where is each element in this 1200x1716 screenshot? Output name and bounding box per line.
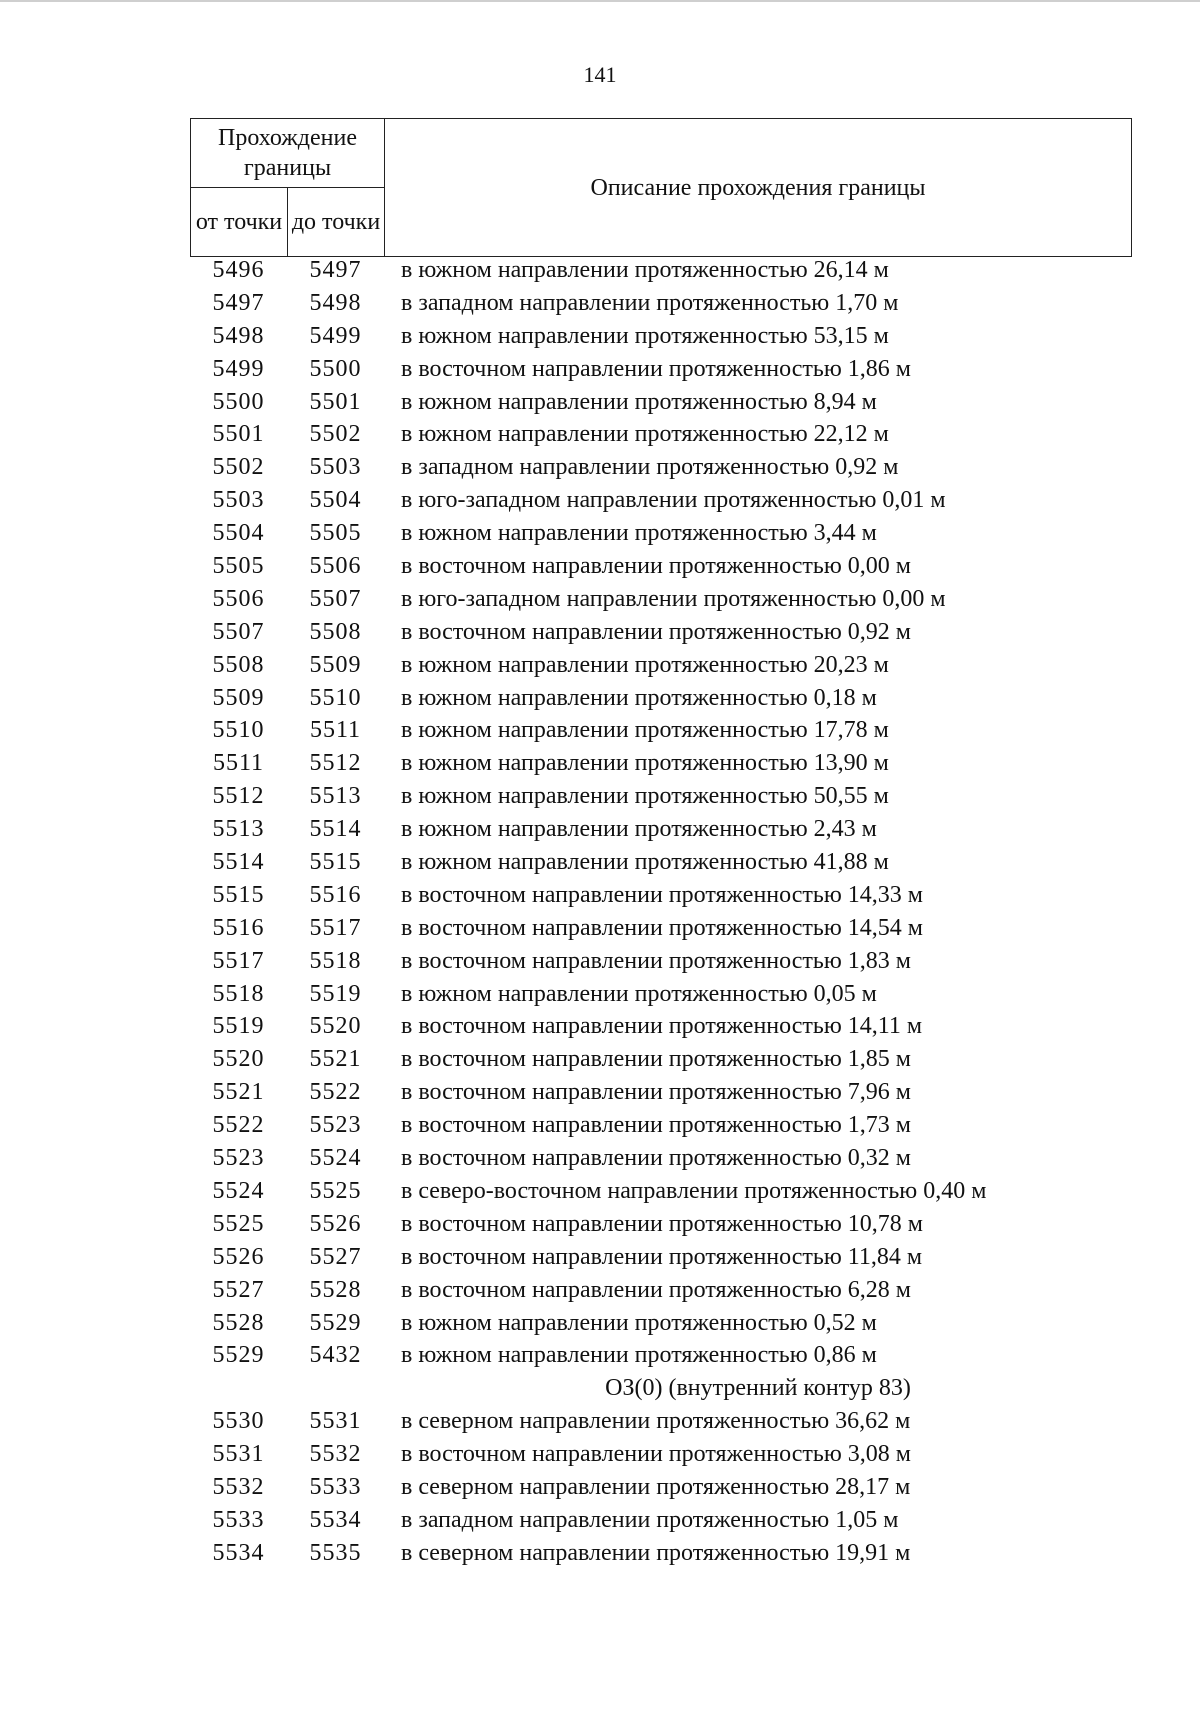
description-cell: в южном направлении протяженностью 50,55 м [401, 783, 889, 810]
to-point-cell: 5519 [309, 980, 362, 1007]
to-point-cell: 5524 [309, 1145, 362, 1172]
from-point-cell: 5530 [212, 1408, 265, 1435]
to-point-cell: 5500 [309, 355, 362, 382]
table-row [190, 747, 1132, 780]
from-point-cell: 5517 [212, 947, 265, 974]
description-cell: в южном направлении протяженностью 2,43 м [401, 816, 877, 843]
to-point-cell: 5511 [309, 717, 362, 744]
table-row [190, 879, 1132, 912]
from-point-cell: 5534 [212, 1539, 265, 1566]
description-cell: в южном направлении протяженностью 20,23 м [401, 651, 889, 678]
to-point-cell: 5523 [309, 1112, 362, 1139]
to-point-cell: 5506 [309, 553, 362, 580]
from-point-cell: 5519 [212, 1013, 265, 1040]
header-from-point: от точки [191, 188, 288, 257]
table-row [190, 1142, 1132, 1175]
description-cell: в восточном направлении протяженностью 11,84 м [401, 1243, 923, 1270]
table-row [190, 517, 1132, 550]
from-point-cell: 5509 [212, 684, 265, 711]
from-point-cell: 5524 [212, 1177, 265, 1204]
from-point-cell: 5496 [212, 257, 265, 283]
description-cell: в южном направлении протяженностью 0,52 м [401, 1309, 877, 1336]
description-cell: в восточном направлении протяженностью 1,73 м [401, 1112, 911, 1139]
to-point-cell: 5516 [309, 881, 362, 908]
to-point-cell: 5504 [309, 487, 362, 514]
from-point-cell: 5500 [212, 388, 265, 415]
from-point-cell: 5502 [212, 454, 265, 481]
table-row [190, 649, 1132, 682]
description-cell: в западном направлении протяженностью 0,92 м [401, 454, 899, 481]
table-row [190, 682, 1132, 715]
to-point-cell: 5532 [309, 1441, 362, 1468]
description-cell: в восточном направлении протяженностью 6,28 м [401, 1276, 911, 1303]
description-cell: в восточном направлении протяженностью 0,32 м [401, 1145, 911, 1172]
table-row [190, 780, 1132, 813]
to-point-cell: 5499 [309, 322, 362, 349]
to-point-cell: 5522 [309, 1079, 362, 1106]
description-cell: в восточном направлении протяженностью 1,85 м [401, 1046, 911, 1073]
from-point-cell: 5532 [212, 1473, 265, 1500]
to-point-cell: 5515 [309, 849, 362, 876]
to-point-cell: 5503 [309, 454, 362, 481]
from-point-cell: 5512 [212, 783, 265, 810]
description-cell: в южном направлении протяженностью 0,05 м [401, 980, 877, 1007]
table-row [190, 616, 1132, 649]
to-point-cell: 5505 [309, 520, 362, 547]
description-cell: в южном направлении протяженностью 41,88 м [401, 849, 889, 876]
table-row [190, 1076, 1132, 1109]
description-cell: в восточном направлении протяженностью 10,78 м [401, 1210, 923, 1237]
section-title: ОЗ(0) (внутренний контур 83) [605, 1375, 911, 1402]
table-row [190, 912, 1132, 945]
table-row [190, 254, 1132, 287]
to-point-cell: 5526 [309, 1210, 362, 1237]
table-row [190, 386, 1132, 419]
table-row [190, 1241, 1132, 1274]
table-row [190, 1405, 1132, 1438]
to-point-cell: 5498 [309, 289, 362, 316]
table-row [190, 1471, 1132, 1504]
table-row [190, 1537, 1132, 1570]
table-row [190, 550, 1132, 583]
to-point-cell: 5513 [309, 783, 362, 810]
from-point-cell: 5504 [212, 520, 265, 547]
table-row [190, 1274, 1132, 1307]
description-cell: в южном направлении протяженностью 26,14 м [401, 257, 889, 283]
description-cell: в южном направлении протяженностью 0,86 м [401, 1342, 877, 1369]
description-cell: в восточном направлении протяженностью 14,54 м [401, 914, 923, 941]
to-point-cell: 5501 [309, 388, 362, 415]
from-point-cell: 5503 [212, 487, 265, 514]
table-row [190, 1307, 1132, 1340]
table-row [190, 451, 1132, 484]
table-row [190, 813, 1132, 846]
table-row [190, 1208, 1132, 1241]
description-cell: в западном направлении протяженностью 1,70 м [401, 289, 899, 316]
from-point-cell: 5527 [212, 1276, 265, 1303]
from-point-cell: 5531 [212, 1441, 265, 1468]
to-point-cell: 5528 [309, 1276, 362, 1303]
table-row [190, 1175, 1132, 1208]
header-to-point: до точки [288, 188, 385, 257]
description-cell: в южном направлении протяженностью 17,78 м [401, 717, 889, 744]
to-point-cell: 5535 [309, 1539, 362, 1566]
table-row [190, 320, 1132, 353]
from-point-cell: 5498 [212, 322, 265, 349]
description-cell: в северном направлении протяженностью 19,91 м [401, 1539, 911, 1566]
to-point-cell: 5510 [309, 684, 362, 711]
description-cell: в южном направлении протяженностью 53,15 м [401, 322, 889, 349]
description-cell: в южном направлении протяженностью 0,18 м [401, 684, 877, 711]
to-point-cell: 5432 [309, 1342, 362, 1369]
table-body [190, 254, 1132, 1570]
description-cell: в северном направлении протяженностью 36,62 м [401, 1408, 911, 1435]
table-row [190, 418, 1132, 451]
from-point-cell: 5501 [212, 421, 265, 448]
from-point-cell: 5508 [212, 651, 265, 678]
table-row [190, 1043, 1132, 1076]
from-point-cell: 5510 [212, 717, 265, 744]
description-cell: в восточном направлении протяженностью 14,11 м [401, 1013, 923, 1040]
description-cell: в восточном направлении протяженностью 0,00 м [401, 553, 911, 580]
description-cell: в восточном направлении протяженностью 14,33 м [401, 881, 923, 908]
table-row [190, 1339, 1132, 1372]
to-point-cell: 5534 [309, 1506, 362, 1533]
description-cell: в южном направлении протяженностью 8,94 м [401, 388, 877, 415]
table-row [190, 583, 1132, 616]
description-cell: в восточном направлении протяженностью 1,86 м [401, 355, 911, 382]
table-row [190, 484, 1132, 517]
table-row [190, 353, 1132, 386]
description-cell: в юго-западном направлении протяженностью 0,01 м [401, 487, 946, 514]
from-point-cell: 5507 [212, 618, 265, 645]
from-point-cell: 5521 [212, 1079, 265, 1106]
from-point-cell: 5505 [212, 553, 265, 580]
from-point-cell: 5515 [212, 881, 265, 908]
to-point-cell: 5531 [309, 1408, 362, 1435]
table-row [190, 846, 1132, 879]
from-point-cell: 5514 [212, 849, 265, 876]
from-point-cell: 5513 [212, 816, 265, 843]
table-row [190, 1504, 1132, 1537]
description-cell: в юго-западном направлении протяженностью 0,00 м [401, 585, 946, 612]
description-cell: в южном направлении протяженностью 13,90 м [401, 750, 889, 777]
from-point-cell: 5525 [212, 1210, 265, 1237]
from-point-cell: 5518 [212, 980, 265, 1007]
to-point-cell: 5507 [309, 585, 362, 612]
to-point-cell: 5508 [309, 618, 362, 645]
from-point-cell: 5520 [212, 1046, 265, 1073]
to-point-cell: 5517 [309, 914, 362, 941]
table-row [190, 1109, 1132, 1142]
from-point-cell: 5516 [212, 914, 265, 941]
table-row [190, 945, 1132, 978]
from-point-cell: 5528 [212, 1309, 265, 1336]
to-point-cell: 5512 [309, 750, 362, 777]
table-row [190, 287, 1132, 320]
description-cell: в западном направлении протяженностью 1,05 м [401, 1506, 899, 1533]
scan-top-edge [0, 0, 1200, 2]
description-cell: в южном направлении протяженностью 3,44 м [401, 520, 877, 547]
from-point-cell: 5506 [212, 585, 265, 612]
to-point-cell: 5509 [309, 651, 362, 678]
description-cell: в восточном направлении протяженностью 0,92 м [401, 618, 911, 645]
to-point-cell: 5520 [309, 1013, 362, 1040]
to-point-cell: 5514 [309, 816, 362, 843]
from-point-cell: 5526 [212, 1243, 265, 1270]
from-point-cell: 5522 [212, 1112, 265, 1139]
to-point-cell: 5529 [309, 1309, 362, 1336]
to-point-cell: 5521 [309, 1046, 362, 1073]
table-row [190, 1438, 1132, 1471]
from-point-cell: 5529 [212, 1342, 265, 1369]
from-point-cell: 5499 [212, 355, 265, 382]
header-group-title: Прохождение границы [191, 119, 385, 188]
from-point-cell: 5511 [212, 750, 265, 777]
to-point-cell: 5502 [309, 421, 362, 448]
description-cell: в северо-восточном направлении протяженностью 0,40 м [401, 1177, 987, 1204]
table-row [190, 978, 1132, 1011]
from-point-cell: 5497 [212, 289, 265, 316]
table-header [190, 118, 1132, 257]
description-cell: в восточном направлении протяженностью 3,08 м [401, 1441, 911, 1468]
from-point-cell: 5523 [212, 1145, 265, 1172]
page-number: 141 [583, 62, 617, 87]
to-point-cell: 5497 [309, 257, 362, 283]
to-point-cell: 5527 [309, 1243, 362, 1270]
table-row [190, 714, 1132, 747]
to-point-cell: 5525 [309, 1177, 362, 1204]
to-point-cell: 5533 [309, 1473, 362, 1500]
description-cell: в восточном направлении протяженностью 7,96 м [401, 1079, 911, 1106]
header-description: Описание прохождения границы [385, 119, 1132, 257]
description-cell: в восточном направлении протяженностью 1,83 м [401, 947, 911, 974]
to-point-cell: 5518 [309, 947, 362, 974]
from-point-cell: 5533 [212, 1506, 265, 1533]
description-cell: в северном направлении протяженностью 28,17 м [401, 1473, 911, 1500]
description-cell: в южном направлении протяженностью 22,12 м [401, 421, 889, 448]
table-row [190, 1010, 1132, 1043]
